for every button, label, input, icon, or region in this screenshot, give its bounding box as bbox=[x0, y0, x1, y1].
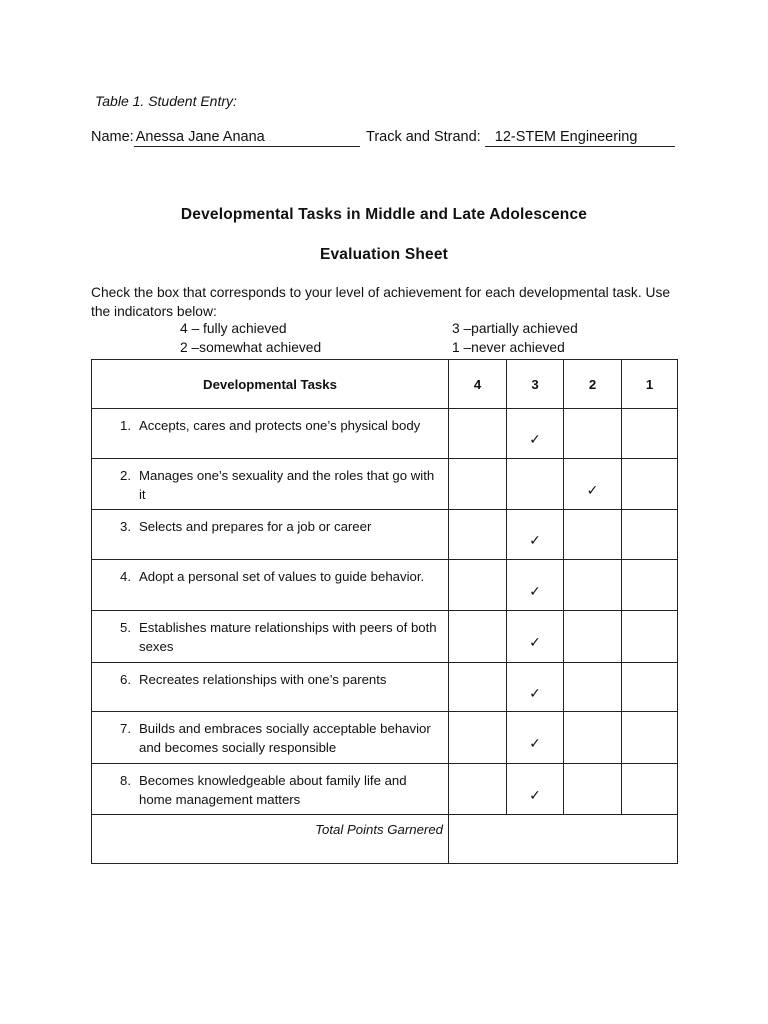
rating-cell-2[interactable] bbox=[564, 764, 622, 815]
task-number: 5. bbox=[120, 620, 131, 635]
rating-cell-1[interactable] bbox=[622, 409, 678, 459]
task-number: 1. bbox=[120, 418, 131, 433]
task-text: Becomes knowledgeable about family life and home management matters bbox=[139, 773, 407, 807]
header-2: 2 bbox=[564, 360, 622, 409]
name-label: Name: bbox=[91, 129, 134, 145]
task-number: 4. bbox=[120, 569, 131, 584]
check-mark-icon: ✓ bbox=[529, 582, 541, 599]
rating-cell-3[interactable] bbox=[507, 764, 564, 815]
task-cell bbox=[92, 611, 449, 663]
rating-cell-4[interactable] bbox=[449, 409, 507, 459]
rating-cell-4[interactable] bbox=[449, 560, 507, 611]
table-header-row bbox=[92, 360, 678, 409]
task-text: Recreates relationships with one’s parents bbox=[139, 672, 387, 687]
track-line bbox=[366, 129, 675, 147]
header-3: 3 bbox=[507, 360, 564, 409]
table-row bbox=[92, 663, 678, 712]
rating-cell-2[interactable] bbox=[564, 510, 622, 560]
task-cell bbox=[92, 409, 449, 459]
task-number: 2. bbox=[120, 468, 131, 483]
check-mark-icon: ✓ bbox=[529, 532, 541, 548]
rating-cell-4[interactable] bbox=[449, 459, 507, 510]
task-cell bbox=[92, 560, 449, 611]
name-line bbox=[91, 129, 360, 147]
table-row bbox=[92, 409, 678, 459]
rating-cell-3[interactable] bbox=[507, 409, 564, 459]
evaluation-table bbox=[91, 359, 678, 864]
total-label: Total Points Garnered bbox=[92, 815, 449, 864]
task-number: 7. bbox=[120, 721, 131, 736]
rating-cell-1[interactable] bbox=[622, 510, 678, 560]
rating-cell-4[interactable] bbox=[449, 510, 507, 560]
rating-cell-2[interactable] bbox=[564, 611, 622, 663]
rating-cell-4[interactable] bbox=[449, 611, 507, 663]
total-row bbox=[92, 815, 678, 864]
rating-cell-4[interactable] bbox=[449, 764, 507, 815]
track-value: 12-STEM Engineering bbox=[485, 129, 675, 147]
task-text: Accepts, cares and protects one’s physical body bbox=[139, 418, 421, 433]
check-mark-icon: ✓ bbox=[529, 684, 541, 701]
rating-cell-2[interactable] bbox=[564, 712, 622, 764]
total-cell[interactable] bbox=[449, 815, 678, 864]
rating-cell-4[interactable] bbox=[449, 712, 507, 764]
rating-cell-1[interactable] bbox=[622, 663, 678, 712]
rating-cell-3[interactable] bbox=[507, 611, 564, 663]
instructions: Check the box that corresponds to your level of achievement for each developmental task. Use the indicators below: bbox=[91, 285, 671, 319]
rating-cell-1[interactable] bbox=[622, 459, 678, 510]
page-title: Developmental Tasks in Middle and Late Adolescence bbox=[180, 206, 588, 223]
task-cell bbox=[92, 459, 449, 510]
table-row bbox=[92, 560, 678, 611]
track-label: Track and Strand: bbox=[366, 129, 481, 145]
name-value: Anessa Jane Anana bbox=[134, 129, 360, 147]
header-1: 1 bbox=[622, 360, 678, 409]
check-mark-icon: ✓ bbox=[529, 786, 541, 803]
check-mark-icon: ✓ bbox=[529, 634, 541, 650]
rating-cell-3[interactable] bbox=[507, 712, 564, 764]
task-cell bbox=[92, 764, 449, 815]
rating-cell-3[interactable] bbox=[507, 459, 564, 510]
rating-cell-2[interactable] bbox=[564, 409, 622, 459]
table-row bbox=[92, 712, 678, 764]
table-caption: Table 1. Student Entry: bbox=[95, 93, 237, 109]
task-number: 3. bbox=[120, 519, 131, 534]
task-text: Selects and prepares for a job or career bbox=[139, 519, 372, 534]
task-cell bbox=[92, 663, 449, 712]
indicator-4: 4 – fully achieved bbox=[180, 321, 287, 336]
header-4: 4 bbox=[449, 360, 507, 409]
rating-cell-2[interactable] bbox=[564, 459, 622, 510]
check-mark-icon: ✓ bbox=[529, 431, 541, 447]
check-mark-icon: ✓ bbox=[529, 735, 541, 751]
rating-cell-4[interactable] bbox=[449, 663, 507, 712]
rating-cell-1[interactable] bbox=[622, 764, 678, 815]
rating-cell-3[interactable] bbox=[507, 560, 564, 611]
table-row bbox=[92, 611, 678, 663]
task-text: Builds and embraces socially acceptable behavior and becomes socially responsible bbox=[139, 721, 431, 755]
table-row bbox=[92, 459, 678, 510]
rating-cell-1[interactable] bbox=[622, 560, 678, 611]
page-subtitle: Evaluation Sheet bbox=[319, 246, 449, 263]
indicator-1: 1 –never achieved bbox=[452, 340, 565, 355]
task-text: Adopt a personal set of values to guide behavior. bbox=[139, 569, 425, 584]
rating-cell-3[interactable] bbox=[507, 663, 564, 712]
task-cell bbox=[92, 510, 449, 560]
check-mark-icon: ✓ bbox=[586, 481, 599, 498]
rating-cell-2[interactable] bbox=[564, 663, 622, 712]
task-cell bbox=[92, 712, 449, 764]
rating-cell-1[interactable] bbox=[622, 611, 678, 663]
rating-cell-3[interactable] bbox=[507, 510, 564, 560]
indicator-2: 2 –somewhat achieved bbox=[180, 340, 322, 355]
header-tasks: Developmental Tasks bbox=[92, 360, 449, 409]
task-text: Manages one’s sexuality and the roles that go with it bbox=[139, 468, 435, 502]
table-row bbox=[92, 510, 678, 560]
table-row bbox=[92, 764, 678, 815]
rating-cell-1[interactable] bbox=[622, 712, 678, 764]
rating-cell-2[interactable] bbox=[564, 560, 622, 611]
indicator-3: 3 –partially achieved bbox=[452, 321, 578, 336]
task-text: Establishes mature relationships with peers of both sexes bbox=[139, 620, 437, 654]
task-number: 8. bbox=[120, 773, 131, 788]
task-number: 6. bbox=[120, 672, 131, 687]
